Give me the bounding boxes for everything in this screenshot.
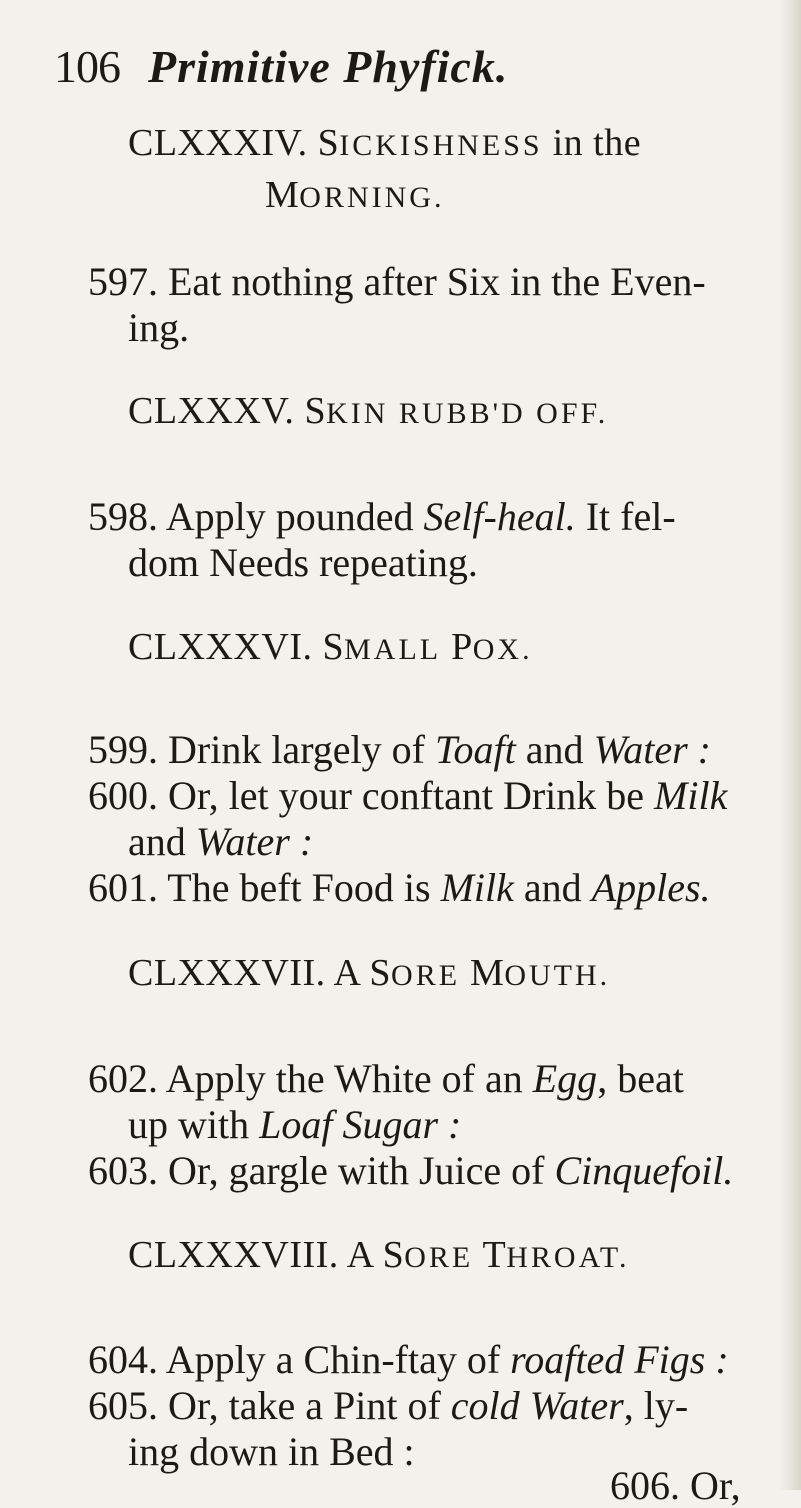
entry-598: 598. Apply pounded Self-heal. It fel- [88, 494, 676, 539]
section-heading-clxxxvi: CLXXXVI. SMALL POX. [128, 626, 533, 668]
entry-605: 605. Or, take a Pint of cold Water, ly- [88, 1383, 689, 1428]
entry-599: 599. Drink largely of Toaft and Water : [88, 727, 711, 772]
section-heading-clxxxviii: CLXXXVIII. A SORE THROAT. [128, 1234, 630, 1276]
page-number: 106 [54, 41, 120, 92]
entry-602-cont: up with Loaf Sugar : [128, 1102, 462, 1147]
entry-602: 602. Apply the White of an Egg, beat [88, 1056, 684, 1101]
entry-604: 604. Apply a Chin-ftay of roafted Figs : [88, 1337, 729, 1382]
catchword: 606. Or, [610, 1463, 741, 1508]
entry-605-cont: ing down in Bed : [128, 1429, 415, 1474]
section-heading-clxxxiv: CLXXXIV. SICKISHNESS in the [128, 122, 642, 164]
entry-598-cont: dom Needs repeating. [128, 540, 478, 585]
entry-600-cont: and Water : [128, 819, 314, 864]
entry-600: 600. Or, let your conftant Drink be Milk [88, 773, 728, 818]
entry-597-cont: ing. [128, 305, 190, 350]
running-title: Primitive Phyfick. [148, 41, 509, 92]
entry-603: 603. Or, gargle with Juice of Cinquefoil. [88, 1148, 734, 1193]
section-heading-clxxxv: CLXXXV. SKIN RUBB'D OFF. [128, 390, 609, 432]
page-edge-shadow [779, 0, 801, 1490]
entry-601: 601. The beft Food is Milk and Apples. [88, 865, 711, 910]
page-header [54, 41, 509, 92]
section-heading-clxxxiv-cont: MORNING. [265, 174, 445, 216]
section-heading-clxxxvii: CLXXXVII. A SORE MOUTH. [128, 952, 611, 994]
entry-597: 597. Eat nothing after Six in the Even- [88, 259, 706, 304]
